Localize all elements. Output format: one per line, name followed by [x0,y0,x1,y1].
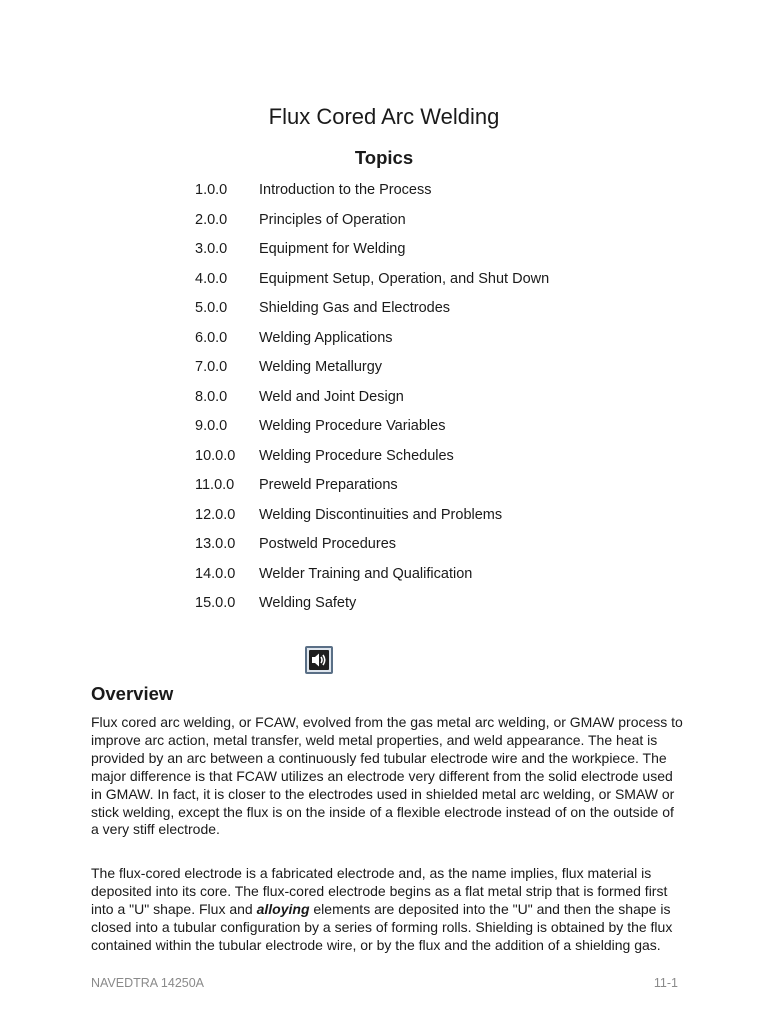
topic-number: 1.0.0 [195,182,228,198]
topic-item [195,180,549,210]
topic-label: Welding Metallurgy [259,359,383,375]
document-title: Flux Cored Arc Welding [268,104,500,129]
topic-number: 9.0.0 [195,418,228,434]
topic-item [195,298,549,328]
topic-number: 10.0.0 [195,447,236,464]
audio-play-button[interactable] [305,646,333,674]
topic-label: Principles of Operation [259,211,406,228]
topic-number: 5.0.0 [195,300,228,316]
topic-label: Shielding Gas and Electrodes [259,300,451,316]
topic-number: 6.0.0 [195,329,228,346]
topic-item [195,239,549,269]
topic-label: Welding Procedure Variables [259,418,446,434]
topics-heading: Topics [354,147,414,168]
topic-label: Postweld Procedures [259,536,397,552]
topic-item [195,357,549,387]
topic-label: Weld and Joint Design [259,388,404,405]
topic-item [195,416,549,446]
speaker-icon-graphic [310,652,328,668]
footer-document-id: NAVEDTRA 14250A [91,976,205,990]
footer-page-number: 11-1 [653,976,678,990]
topic-item [195,475,549,505]
topic-item [195,446,549,476]
topic-item [195,210,549,240]
topic-label: Welder Training and Qualification [259,565,473,582]
topic-number: 14.0.0 [195,565,236,582]
topics-list [195,180,549,623]
topic-label: Equipment for Welding [259,241,406,257]
topic-label: Welding Applications [259,329,393,346]
topic-number: 13.0.0 [195,536,236,552]
topic-label: Welding Procedure Schedules [259,447,454,464]
topic-item [195,593,549,623]
topic-number: 8.0.0 [195,388,228,405]
overview-heading: Overview [91,683,174,704]
topic-number: 2.0.0 [195,211,228,228]
topic-label: Introduction to the Process [259,182,432,198]
overview-paragraph: Flux cored arc welding, or FCAW, evolved from the gas metal arc welding, or GMAW process to improve arc action, metal transfer, weld metal properties, and weld appearance. The heat is provided by an arc between a continuously fed tubular electrode wire and the workpiece. The major difference is that FCAW utilizes an electrode very different from the solid electrode used in GMAW. In fact, it is closer to the electrodes used in shielded metal arc welding, or SMAW or stick welding, except the flux is on the inside of a flexible electrode instead of on the outside of a very stiff electrode. [91,714,683,838]
speaker-icon [309,650,329,670]
topic-item [195,328,549,358]
topic-number: 12.0.0 [195,506,236,523]
emphasized-term: alloying [256,900,310,917]
topic-item [195,564,549,594]
overview-paragraph [91,865,683,955]
paragraph-text: The flux-cored electrode is a fabricated electrode and, as the name implies, flux material is deposited into its core. The flux-cored electrode begins as a flat metal strip that is formed first into a "U" shape. Flux and [91,865,668,917]
topic-number: 11.0.0 [195,477,235,493]
topic-number: 3.0.0 [195,241,228,257]
topic-number: 4.0.0 [195,270,228,287]
paragraph-text: elements are deposited into the "U" and then the shape is closed into a tubular configuration by a series of forming rolls. Shielding is obtained by the flux contained within the tubular electrode wire, or by the flux and the addition of a shielding gas. [91,900,673,953]
topic-item [195,534,549,564]
topic-number: 15.0.0 [195,595,236,611]
topic-number: 7.0.0 [195,359,228,375]
topic-label: Preweld Preparations [259,477,398,493]
topic-label: Welding Discontinuities and Problems [259,506,503,523]
topic-item [195,387,549,417]
topic-item [195,505,549,535]
topic-label: Welding Safety [259,595,357,611]
topic-item [195,269,549,299]
topic-label: Equipment Setup, Operation, and Shut Down [259,270,550,287]
